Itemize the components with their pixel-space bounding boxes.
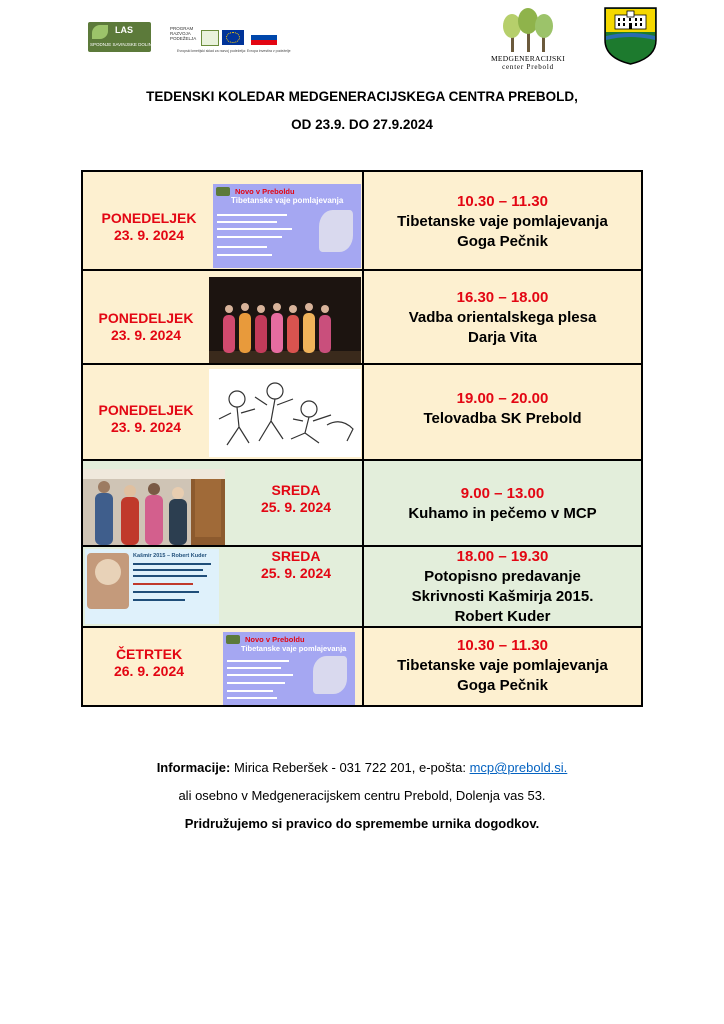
event-title: Potopisno predavanje — [424, 568, 581, 585]
program-logo-line2: RAZVOJA — [170, 31, 191, 36]
dance-photo-image — [209, 277, 361, 363]
poster-title: Kašmir 2015 – Robert Kuder — [133, 553, 207, 559]
contact-info — [0, 760, 724, 775]
poster-title: Novo v Preboldu — [245, 635, 305, 644]
event-time: 10.30 – 11.30 — [457, 637, 548, 654]
event-host: Robert Kuder — [454, 608, 551, 625]
day-date: 26. 9. 2024 — [113, 663, 185, 679]
trees-icon — [482, 8, 574, 54]
schedule-table — [81, 170, 643, 707]
las-logo — [88, 22, 155, 52]
tibetan-poster-image — [223, 632, 355, 705]
schedule-row-day-cell — [83, 547, 364, 626]
schedule-row — [83, 271, 641, 363]
event-time: 10.30 – 11.30 — [457, 193, 548, 210]
schedule-row — [83, 628, 641, 705]
event-details — [364, 192, 641, 252]
day-date: 25. 9. 2024 — [260, 499, 332, 515]
page-title: TEDENSKI KOLEDAR MEDGENERACIJSKEGA CENTRA PREBOLD, — [146, 89, 578, 104]
event-time: 16.30 – 18.00 — [456, 289, 549, 306]
schedule-row — [83, 461, 641, 545]
event-title: Tibetanske vaje pomlajevanja — [397, 657, 608, 674]
kitchen-photo-image — [83, 469, 225, 545]
schedule-row-event-cell — [364, 172, 641, 269]
mcp-logo-sub: center Prebold — [502, 63, 554, 71]
event-time: 9.00 – 13.00 — [460, 485, 545, 502]
event-title: Tibetanske vaje pomlajevanja — [397, 213, 608, 230]
day-label — [233, 482, 359, 516]
event-details — [364, 389, 641, 429]
day-date: 25. 9. 2024 — [260, 565, 332, 581]
event-time: 18.00 – 19.30 — [456, 548, 549, 565]
info-text: Mirica Reberšek - 031 722 201, e-pošta: — [230, 760, 470, 775]
day-label — [87, 646, 211, 680]
event-host: Darja Vita — [468, 329, 537, 346]
poster-title: Novo v Preboldu — [235, 187, 295, 196]
day-label — [87, 210, 211, 244]
mcp-logo-name: MEDGENERACIJSKI — [490, 54, 566, 63]
schedule-row-event-cell — [364, 271, 641, 363]
address-line: ali osebno v Medgeneracijskem centru Prebold, Dolenja vas 53. — [178, 788, 546, 803]
event-title: Kuhamo in pečemo v MCP — [408, 505, 597, 522]
day-label — [85, 310, 207, 344]
schedule-row-day-cell — [83, 172, 364, 269]
day-name: PONEDELJEK — [98, 310, 194, 326]
leader-logo — [201, 30, 219, 46]
day-label — [85, 402, 207, 436]
schedule-row-event-cell — [364, 365, 641, 459]
schedule-row-day-cell — [83, 365, 364, 459]
event-title: Vadba orientalskega plesa — [408, 309, 597, 326]
disclaimer: Pridružujemo si pravico do spremembe urnika dogodkov. — [184, 816, 540, 831]
program-logo-line3: PODEŽELJA — [170, 36, 197, 41]
event-time: 19.00 – 20.00 — [456, 390, 549, 407]
event-details — [364, 484, 641, 524]
day-label — [233, 548, 359, 582]
schedule-row-event-cell — [364, 547, 641, 626]
schedule-row — [83, 365, 641, 459]
slovenia-flag-icon — [251, 30, 277, 45]
schedule-row — [83, 172, 641, 269]
las-logo-sub: SPODNJE SAVINJSKE DOLINE — [90, 42, 155, 47]
poster-subtitle: Tibetanske vaje pomlajevanja — [231, 196, 344, 205]
event-details — [364, 288, 641, 348]
schedule-row-event-cell — [364, 461, 641, 545]
eu-flag-icon — [222, 30, 244, 45]
schedule-row — [83, 547, 641, 626]
leaf-icon — [92, 25, 108, 39]
schedule-row-day-cell — [83, 271, 364, 363]
event-details — [364, 547, 641, 627]
schedule-row-event-cell — [364, 628, 641, 705]
day-name: PONEDELJEK — [101, 210, 197, 226]
las-logo-label: LAS — [115, 25, 133, 35]
mcp-logo — [482, 8, 574, 72]
day-date: 23. 9. 2024 — [110, 327, 182, 343]
event-subtitle: Skrivnosti Kašmirja 2015. — [411, 588, 594, 605]
event-host: Goga Pečnik — [457, 677, 548, 694]
day-name: ČETRTEK — [115, 646, 183, 662]
exercise-sketch-image — [209, 369, 361, 457]
day-name: SREDA — [271, 548, 321, 564]
poster-subtitle: Tibetanske vaje pomlajevanja — [241, 644, 347, 653]
day-name: PONEDELJEK — [98, 402, 194, 418]
day-date: 23. 9. 2024 — [110, 419, 182, 435]
event-title: Telovadba SK Prebold — [423, 410, 582, 427]
page-subtitle: OD 23.9. DO 27.9.2024 — [291, 117, 433, 132]
day-name: SREDA — [271, 482, 321, 498]
program-logo-line1: PROGRAM — [170, 26, 194, 31]
info-label: Informacije: — [156, 760, 231, 775]
event-details — [364, 636, 641, 696]
prebold-crest-icon — [603, 6, 658, 66]
email-link[interactable]: mcp@prebold.si. — [469, 760, 568, 775]
tibetan-poster-image — [213, 184, 361, 268]
schedule-row-day-cell — [83, 628, 364, 705]
logos-caption: Evropski kmetijski sklad za razvoj podeželja: Evropa investira v podeželje — [177, 49, 291, 53]
event-host: Goga Pečnik — [457, 233, 548, 250]
kashmir-poster-image — [85, 549, 219, 624]
schedule-row-day-cell — [83, 461, 364, 545]
day-date: 23. 9. 2024 — [113, 227, 185, 243]
